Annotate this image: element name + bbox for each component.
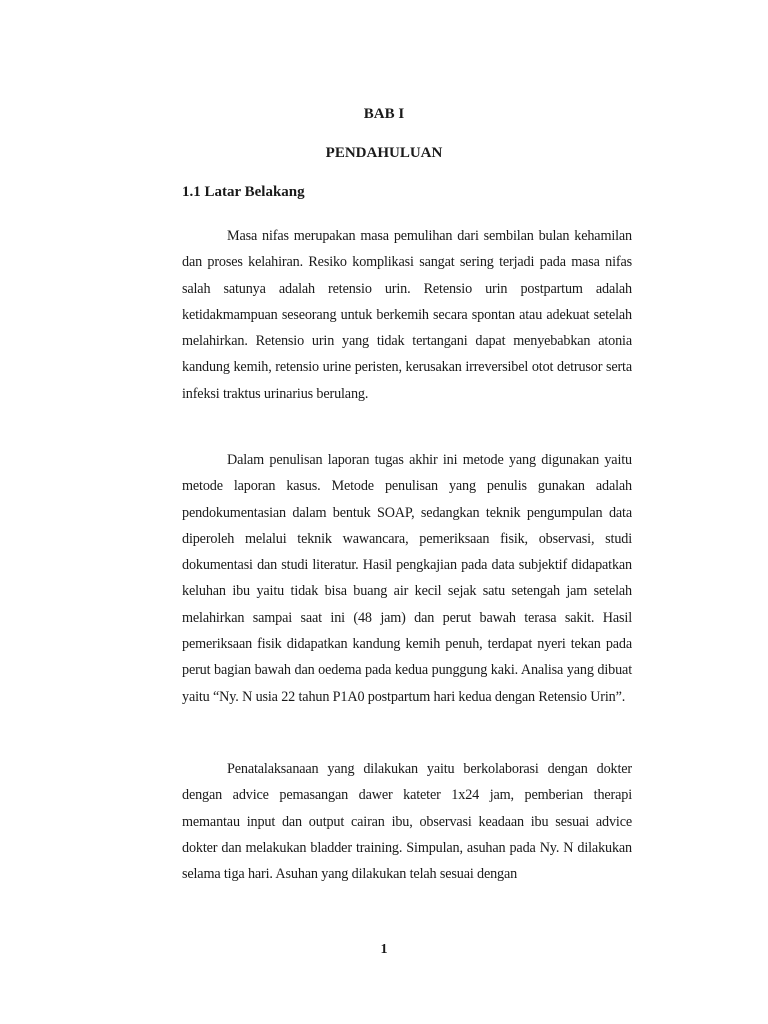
page-number: 1 <box>380 942 388 957</box>
section-heading: 1.1 Latar Belakang <box>182 184 305 200</box>
chapter-number: BAB I <box>363 106 405 122</box>
paragraph: Masa nifas merupakan masa pemulihan dari sembilan bulan kehamilan dan proses kelahiran. Resiko komplikasi sangat sering terjadi pada masa nifas salah satunya adalah retensio urin. Retensio urin postpartum adalah ketidakmampuan seseorang untuk berkemih secara spontan atau adekuat setelah melahirkan. Retensio urin yang tidak tertangani dapat menyebabkan atonia kandung kemih, retensio urine peristen, kerusakan irreversibel otot detrusor serta infeksi traktus urinarius berulang. <box>182 228 632 402</box>
chapter-title: PENDAHULUAN <box>325 145 443 161</box>
paragraph: Dalam penulisan laporan tugas akhir ini metode yang digunakan yaitu metode laporan kasus. Metode penulisan yang penulis gunakan adalah pendokumentasian dalam bentuk SOAP, sedangkan teknik pengumpulan data diperoleh melalui teknik wawancara, pemeriksaan fisik, observasi, studi dokumentasi dan studi literatur. Hasil pengkajian pada data subjektif didapatkan keluhan ibu yaitu tidak bisa buang air kecil sejak satu setengah jam setelah melahirkan sampai saat ini (48 jam) dan perut bawah terasa sakit. Hasil pemeriksaan fisik didapatkan kandung kemih penuh, terdapat nyeri tekan pada perut bagian bawah dan oedema pada kedua punggung kaki. Analisa yang dibuat yaitu “Ny. N usia 22 tahun P1A0 postpartum hari kedua dengan Retensio Urin”. <box>182 452 632 705</box>
paragraph: Penatalaksanaan yang dilakukan yaitu berkolaborasi dengan dokter dengan advice pemasangan dawer kateter 1x24 jam, pemberian therapi memantau input dan output cairan ibu, observasi keadaan ibu sesuai advice dokter dan melakukan bladder training. Simpulan, asuhan pada Ny. N dilakukan selama tiga hari. Asuhan yang dilakukan telah sesuai dengan <box>182 761 632 883</box>
